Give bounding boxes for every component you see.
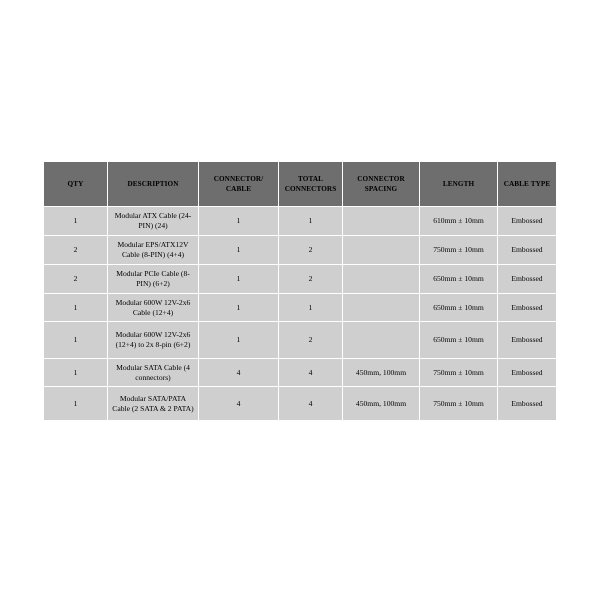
cell-cable-type: Embossed xyxy=(498,236,556,265)
cell-qty: 1 xyxy=(44,322,108,359)
cell-length: 650mm ± 10mm xyxy=(420,322,498,359)
cell-cable-type: Embossed xyxy=(498,322,556,359)
header-cable-type: CABLE TYPE xyxy=(498,162,556,207)
cell-connector-cable: 4 xyxy=(199,359,279,387)
header-connector-spacing: CONNECTOR SPACING xyxy=(343,162,420,207)
cell-total-connectors: 1 xyxy=(279,207,343,236)
cell-cable-type: Embossed xyxy=(498,387,556,421)
cell-description: Modular EPS/ATX12V Cable (8-PIN) (4+4) xyxy=(108,236,199,265)
table-row xyxy=(44,207,556,236)
cell-length: 610mm ± 10mm xyxy=(420,207,498,236)
cell-qty: 1 xyxy=(44,387,108,421)
cell-qty: 1 xyxy=(44,207,108,236)
cell-cable-type: Embossed xyxy=(498,359,556,387)
cell-description: Modular PCIe Cable (8-PIN) (6+2) xyxy=(108,265,199,294)
table-row xyxy=(44,322,556,359)
cell-connector-cable: 1 xyxy=(199,265,279,294)
header-description: DESCRIPTION xyxy=(108,162,199,207)
header-qty: QTY xyxy=(44,162,108,207)
cell-total-connectors: 4 xyxy=(279,359,343,387)
table-row xyxy=(44,265,556,294)
cell-description: Modular ATX Cable (24-PIN) (24) xyxy=(108,207,199,236)
cell-connector-spacing xyxy=(343,265,420,294)
table-header-row xyxy=(44,162,556,207)
cell-connector-spacing xyxy=(343,207,420,236)
cell-connector-spacing xyxy=(343,294,420,322)
cable-spec-table xyxy=(44,162,556,421)
cell-cable-type: Embossed xyxy=(498,265,556,294)
cell-connector-cable: 1 xyxy=(199,322,279,359)
cell-length: 750mm ± 10mm xyxy=(420,236,498,265)
cell-length: 650mm ± 10mm xyxy=(420,294,498,322)
cell-connector-spacing xyxy=(343,322,420,359)
header-total-connectors: TOTAL CONNECTORS xyxy=(279,162,343,207)
header-connector-cable: CONNECTOR/ CABLE xyxy=(199,162,279,207)
cell-length: 750mm ± 10mm xyxy=(420,387,498,421)
cell-qty: 2 xyxy=(44,265,108,294)
cell-qty: 1 xyxy=(44,294,108,322)
cell-description: Modular SATA/PATA Cable (2 SATA & 2 PATA) xyxy=(108,387,199,421)
table-row xyxy=(44,387,556,421)
cell-cable-type: Embossed xyxy=(498,294,556,322)
cell-description: Modular 600W 12V-2x6 Cable (12+4) xyxy=(108,294,199,322)
cell-total-connectors: 2 xyxy=(279,322,343,359)
cell-length: 750mm ± 10mm xyxy=(420,359,498,387)
table-row xyxy=(44,236,556,265)
table-row xyxy=(44,359,556,387)
cell-total-connectors: 1 xyxy=(279,294,343,322)
cell-connector-spacing: 450mm, 100mm xyxy=(343,387,420,421)
cell-qty: 1 xyxy=(44,359,108,387)
cell-connector-cable: 1 xyxy=(199,207,279,236)
cell-total-connectors: 2 xyxy=(279,265,343,294)
cell-cable-type: Embossed xyxy=(498,207,556,236)
cell-connector-spacing: 450mm, 100mm xyxy=(343,359,420,387)
cell-total-connectors: 2 xyxy=(279,236,343,265)
cell-connector-cable: 1 xyxy=(199,294,279,322)
cell-connector-cable: 1 xyxy=(199,236,279,265)
cell-total-connectors: 4 xyxy=(279,387,343,421)
table-row xyxy=(44,294,556,322)
cell-length: 650mm ± 10mm xyxy=(420,265,498,294)
cell-qty: 2 xyxy=(44,236,108,265)
cell-description: Modular 600W 12V-2x6 (12+4) to 2x 8-pin (6+2) xyxy=(108,322,199,359)
cell-description: Modular SATA Cable (4 connectors) xyxy=(108,359,199,387)
cell-connector-spacing xyxy=(343,236,420,265)
cell-connector-cable: 4 xyxy=(199,387,279,421)
header-length: LENGTH xyxy=(420,162,498,207)
